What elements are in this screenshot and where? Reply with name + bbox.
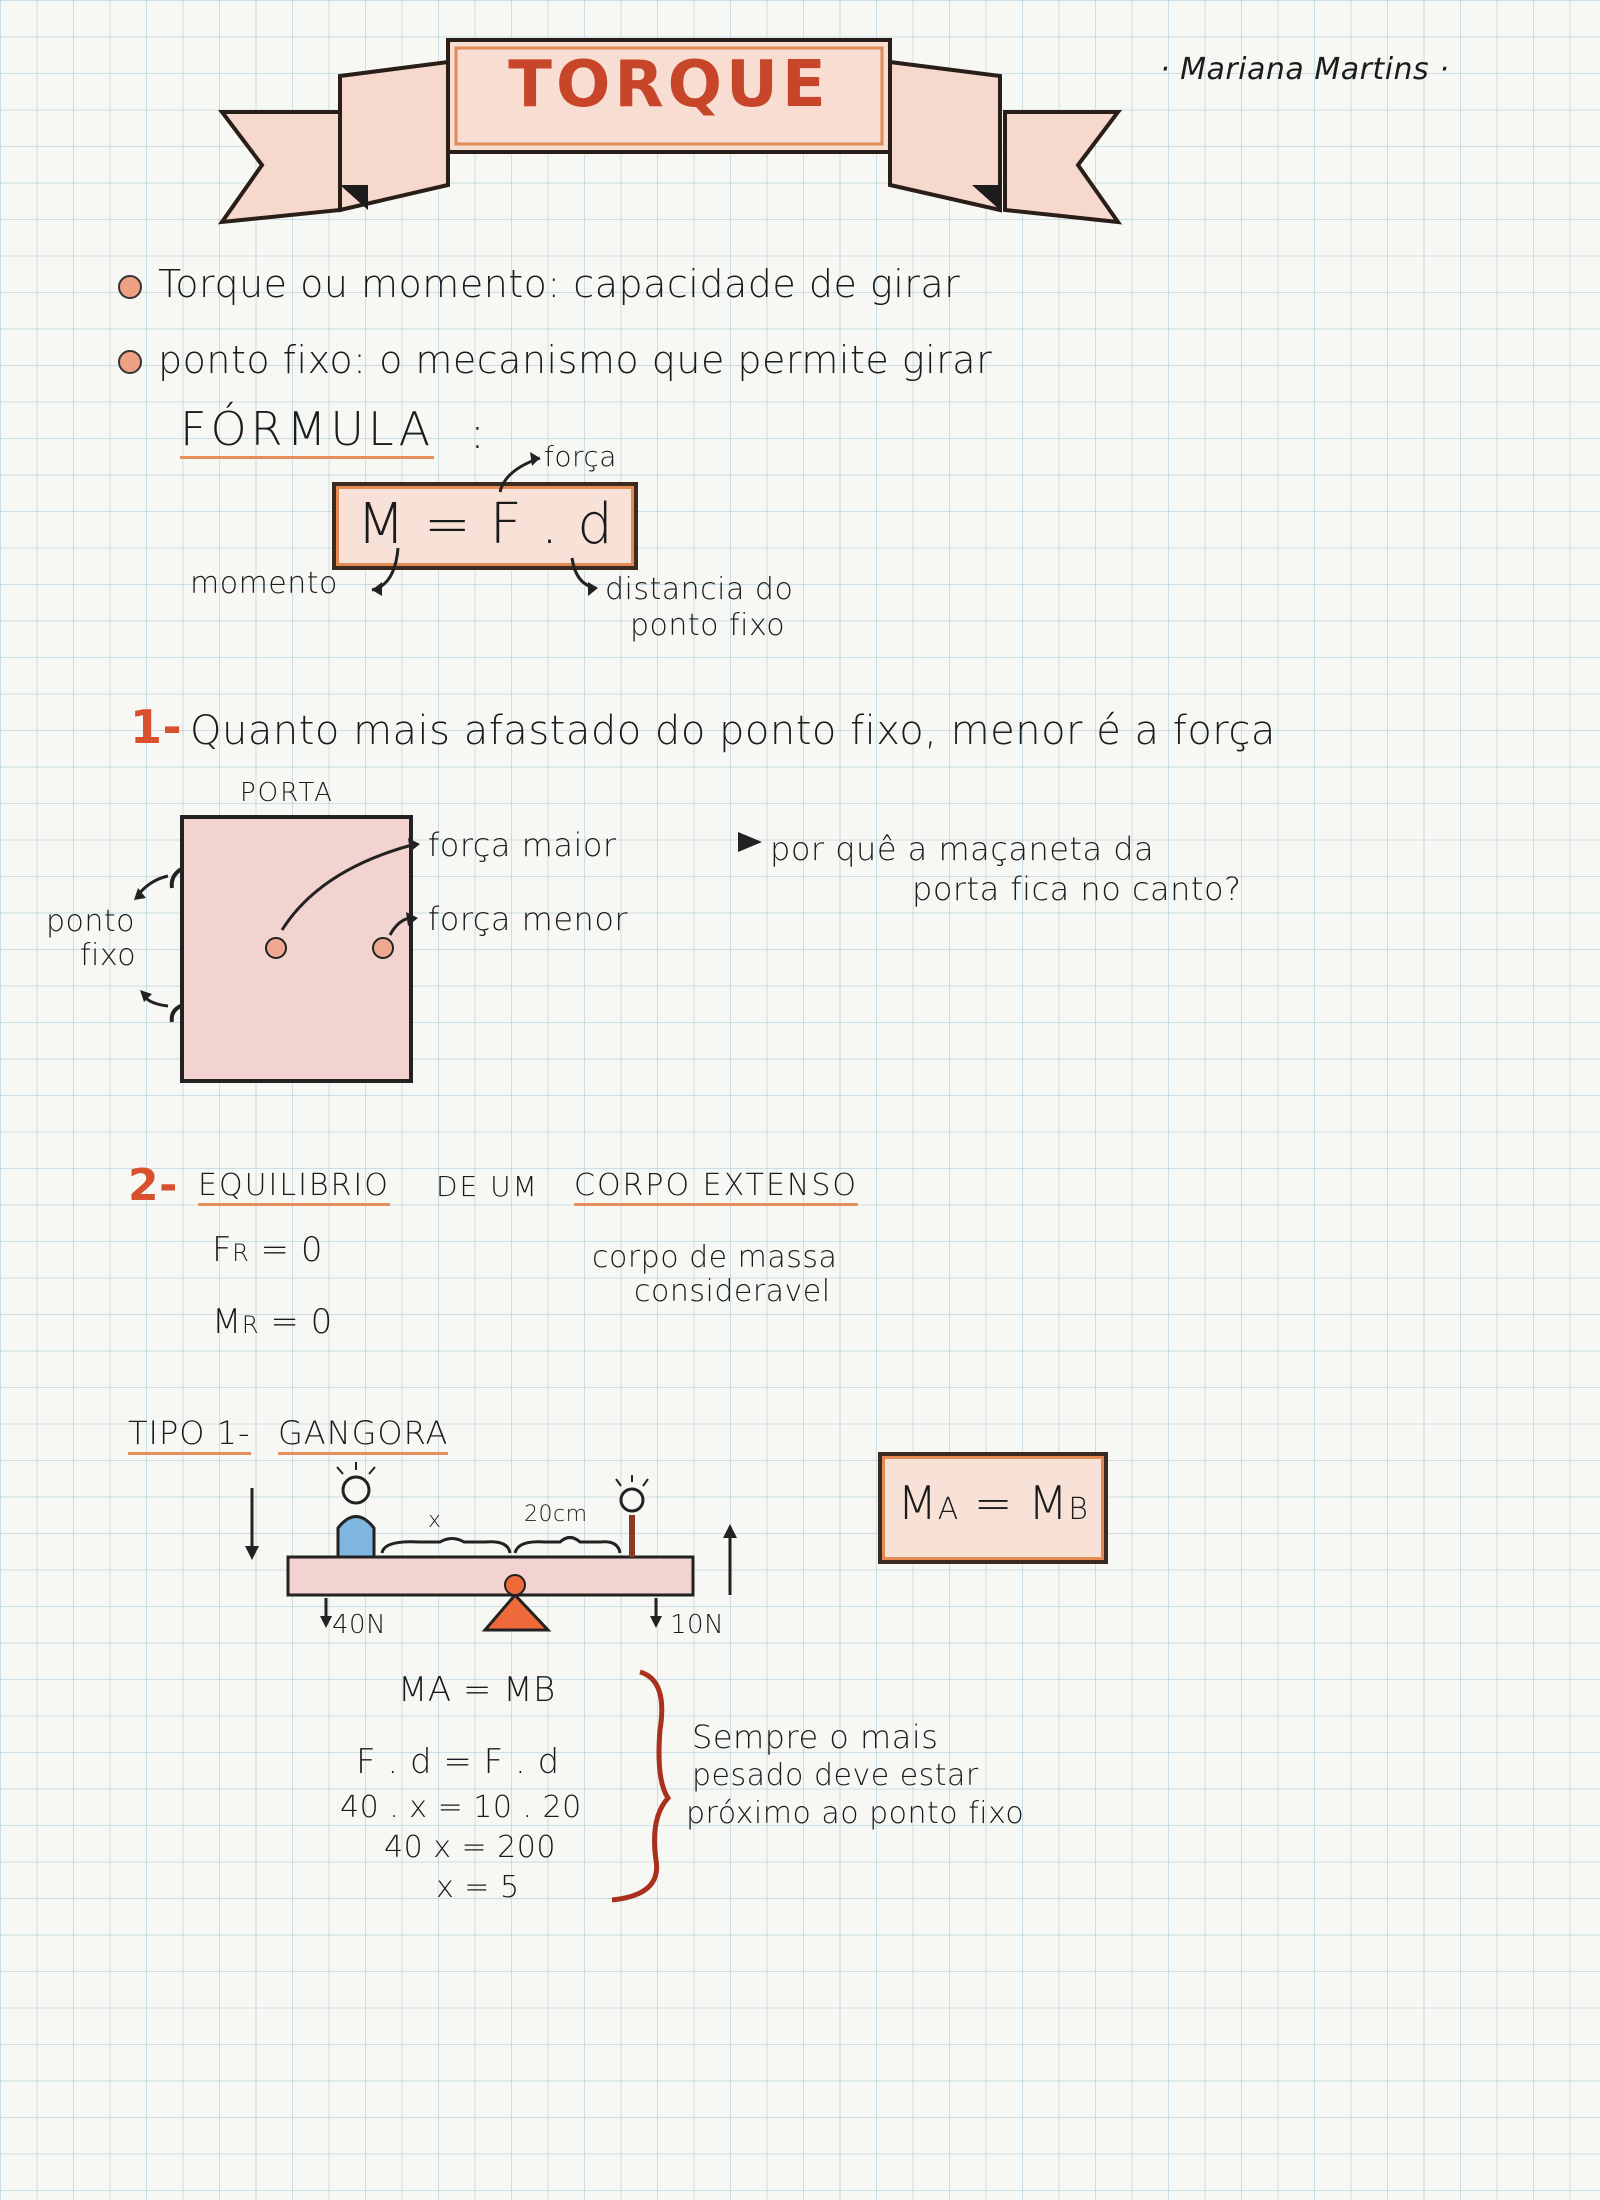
extended-body-note-1: corpo de massa xyxy=(592,1240,838,1275)
box-ma-sub: A xyxy=(937,1492,959,1527)
door-label: PORTA xyxy=(240,778,334,808)
section-2-number: 2- xyxy=(128,1160,178,1211)
section-2-title-corpo-extenso: CORPO EXTENSO xyxy=(574,1168,858,1206)
seesaw-label-x: x xyxy=(428,1508,442,1533)
formula-label-forca: força xyxy=(544,440,617,473)
section-2-title-equilibrio: EQUILIBRIO xyxy=(198,1168,390,1206)
formula-heading-colon: : xyxy=(470,408,486,459)
box-mb-sub: B xyxy=(1068,1492,1089,1527)
door-question-2: porta fica no canto? xyxy=(912,870,1242,908)
fixed-point-label-2: fixo xyxy=(80,938,137,973)
formula-label-distancia-2: ponto fixo xyxy=(630,608,786,643)
definition-torque: Torque ou momento: capacidade de girar xyxy=(158,262,961,306)
calc-line-5: x = 5 xyxy=(436,1870,520,1905)
calc-line-1: MA = MB xyxy=(398,1670,556,1710)
door-question-1: por quê a maçaneta da xyxy=(770,830,1155,868)
eq-m-sub: R xyxy=(241,1311,260,1339)
section-1-number: 1- xyxy=(130,700,183,754)
extended-body-note-2: consideravel xyxy=(634,1274,831,1309)
eq-f-main: F xyxy=(212,1230,233,1270)
calc-line-3: 40 . x = 10 . 20 xyxy=(340,1790,582,1825)
moment-equality-text xyxy=(878,1476,1108,1530)
force-minor-label: força menor xyxy=(428,900,629,938)
fixed-point-label-1: ponto xyxy=(46,904,136,939)
tipo1-title-b: GANGORA xyxy=(278,1414,448,1455)
seesaw-label-20cm: 20cm xyxy=(524,1502,588,1527)
box-ma-main: M xyxy=(897,1476,938,1530)
eq-m-main: M xyxy=(212,1302,242,1342)
section-1-text: Quanto mais afastado do ponto fixo, menor é a força xyxy=(190,708,1276,754)
seesaw-note-2: pesado deve estar xyxy=(692,1758,979,1793)
seesaw-note-1: Sempre o mais xyxy=(692,1718,939,1756)
section-2-title-de-um: DE UM xyxy=(436,1170,539,1203)
calc-line-2: F . d = F . d xyxy=(356,1742,560,1782)
eq-f-rest: = 0 xyxy=(249,1230,323,1270)
eq-f-sub: R xyxy=(232,1239,250,1267)
formula-label-distancia-1: distancia do xyxy=(605,572,794,607)
box-mb-main: M xyxy=(1028,1476,1069,1530)
author-name: · Mariana Martins · xyxy=(1160,52,1450,87)
seesaw-label-40n: 40N xyxy=(332,1610,387,1640)
force-major-label: força maior xyxy=(428,826,617,864)
formula-heading: FÓRMULA xyxy=(180,402,434,459)
eq-m-rest: = 0 xyxy=(259,1302,333,1342)
seesaw-note-3: próximo ao ponto fixo xyxy=(686,1796,1025,1831)
tipo1-title-a: TIPO 1- xyxy=(128,1414,251,1455)
box-eq: = xyxy=(958,1476,1029,1530)
calc-line-4: 40 x = 200 xyxy=(384,1830,556,1865)
page-title: TORQUE xyxy=(508,48,830,122)
formula-label-momento: momento xyxy=(190,566,338,601)
definition-ponto-fixo: ponto fixo: o mecanismo que permite girar xyxy=(158,338,993,382)
seesaw-label-10n: 10N xyxy=(670,1610,725,1640)
formula-equation: M = F . d xyxy=(356,492,614,557)
